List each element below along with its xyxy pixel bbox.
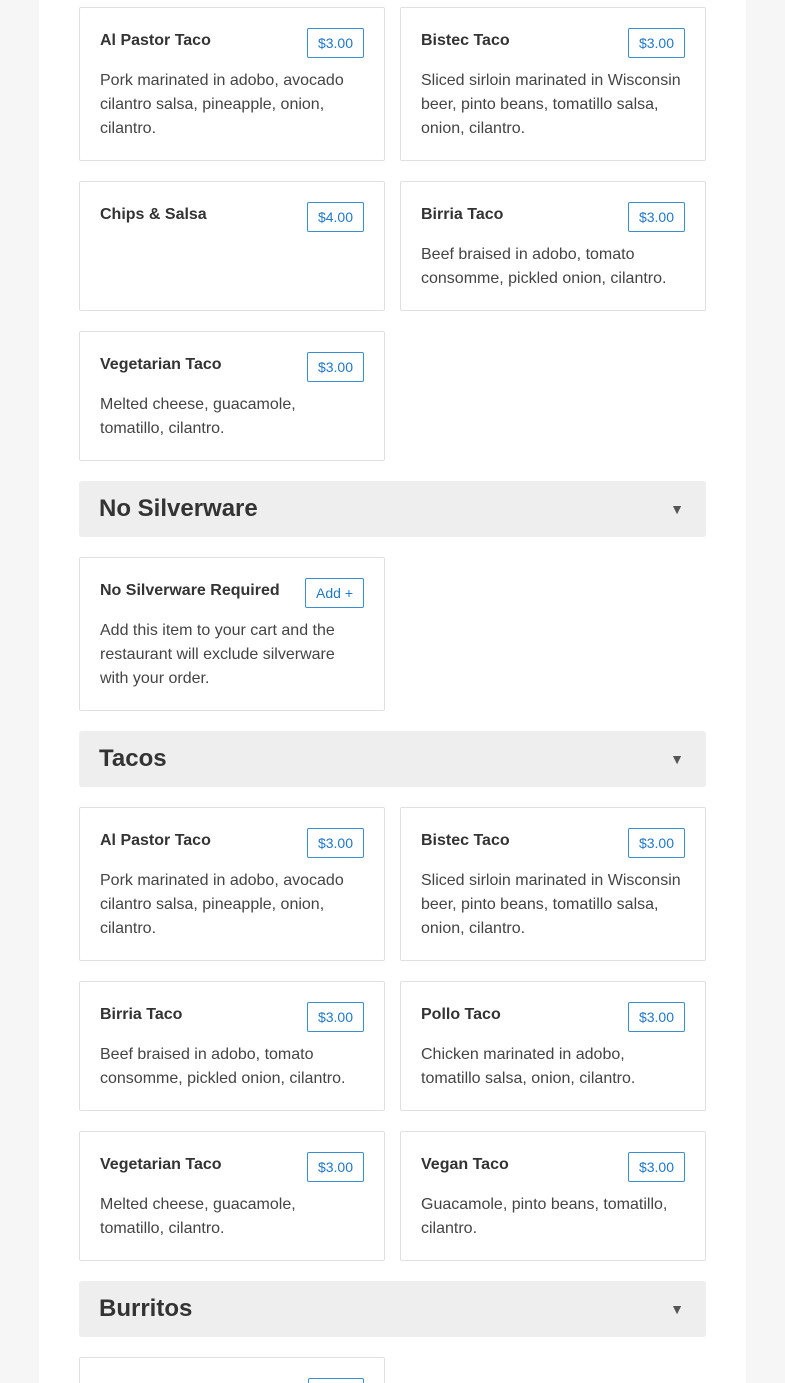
add-item-button[interactable]: Add +: [305, 578, 364, 608]
chevron-down-icon: ▼: [670, 1301, 684, 1317]
item-name: Vegetarian Taco: [100, 1156, 222, 1173]
item-name: Bistec Taco: [421, 32, 510, 49]
item-description: Beef braised in adobo, tomato consomme, pickled onion, cilantro.: [421, 246, 667, 287]
menu-item-card[interactable]: [400, 1131, 706, 1261]
item-name: Pollo Taco: [421, 1006, 501, 1023]
item-price-button[interactable]: $3.00: [307, 1152, 364, 1182]
item-description: Sliced sirloin marinated in Wisconsin beer, pinto beans, tomatillo salsa, onion, cilantro.: [421, 872, 681, 937]
menu-item-card[interactable]: [400, 7, 706, 161]
item-price-button[interactable]: $3.00: [628, 1152, 685, 1182]
chevron-down-icon: ▼: [670, 501, 684, 517]
item-name: Birria Taco: [421, 206, 504, 223]
menu-item-card[interactable]: [79, 331, 385, 461]
item-price-button[interactable]: $3.00: [628, 1002, 685, 1032]
item-name: Birria Taco: [100, 1006, 183, 1023]
item-price-button[interactable]: $3.00: [628, 202, 685, 232]
item-description: Melted cheese, guacamole, tomatillo, cilantro.: [100, 1196, 296, 1237]
item-name: Bistec Taco: [421, 832, 510, 849]
section-title: Burritos: [99, 1295, 193, 1322]
item-price-button[interactable]: $3.00: [307, 828, 364, 858]
item-price-button[interactable]: [308, 1378, 364, 1383]
item-name: No Silverware Required: [100, 582, 280, 599]
item-price-button[interactable]: $3.00: [307, 28, 364, 58]
item-description: Guacamole, pinto beans, tomatillo, cilantro.: [421, 1196, 668, 1237]
item-name: Chips & Salsa: [100, 206, 207, 223]
menu-item-card[interactable]: [79, 807, 385, 961]
section-title: Tacos: [99, 745, 167, 772]
section-header-tacos[interactable]: [79, 731, 706, 787]
menu-page: [39, 0, 746, 1383]
menu-item-card[interactable]: [79, 557, 385, 711]
item-description: Sliced sirloin marinated in Wisconsin beer, pinto beans, tomatillo salsa, onion, cilantro.: [421, 72, 681, 137]
item-description: Beef braised in adobo, tomato consomme, pickled onion, cilantro.: [100, 1046, 346, 1087]
section-header-burritos[interactable]: [79, 1281, 706, 1337]
menu-item-card[interactable]: [400, 807, 706, 961]
item-price-button[interactable]: $4.00: [307, 202, 364, 232]
item-description: Add this item to your cart and the restaurant will exclude silverware with your order.: [100, 622, 335, 687]
item-price-button[interactable]: $3.00: [307, 352, 364, 382]
item-price-button[interactable]: $3.00: [307, 1002, 364, 1032]
menu-grid-top: [79, 7, 706, 461]
item-name: Vegan Taco: [421, 1156, 509, 1173]
menu-item-card[interactable]: [79, 7, 385, 161]
item-name: Vegetarian Taco: [100, 356, 222, 373]
chevron-down-icon: ▼: [670, 751, 684, 767]
menu-item-card[interactable]: [400, 181, 706, 311]
item-description: Melted cheese, guacamole, tomatillo, cilantro.: [100, 396, 296, 437]
item-name: Al Pastor Taco: [100, 832, 211, 849]
item-description: Chicken marinated in adobo, tomatillo salsa, onion, cilantro.: [421, 1046, 636, 1087]
menu-item-card[interactable]: [400, 981, 706, 1111]
section-header-no-silverware[interactable]: [79, 481, 706, 537]
item-price-button[interactable]: $3.00: [628, 28, 685, 58]
item-description: Pork marinated in adobo, avocado cilantro salsa, pineapple, onion, cilantro.: [100, 72, 344, 137]
menu-grid-no-silverware: [79, 557, 706, 711]
item-description: Pork marinated in adobo, avocado cilantro salsa, pineapple, onion, cilantro.: [100, 872, 344, 937]
menu-item-card-partial[interactable]: [79, 1357, 385, 1383]
menu-item-card[interactable]: [79, 1131, 385, 1261]
item-price-button[interactable]: $3.00: [628, 828, 685, 858]
item-name: Al Pastor Taco: [100, 32, 211, 49]
menu-item-card[interactable]: [79, 181, 385, 311]
section-title: No Silverware: [99, 495, 258, 522]
menu-grid-tacos: [79, 807, 706, 1261]
menu-item-card[interactable]: [79, 981, 385, 1111]
